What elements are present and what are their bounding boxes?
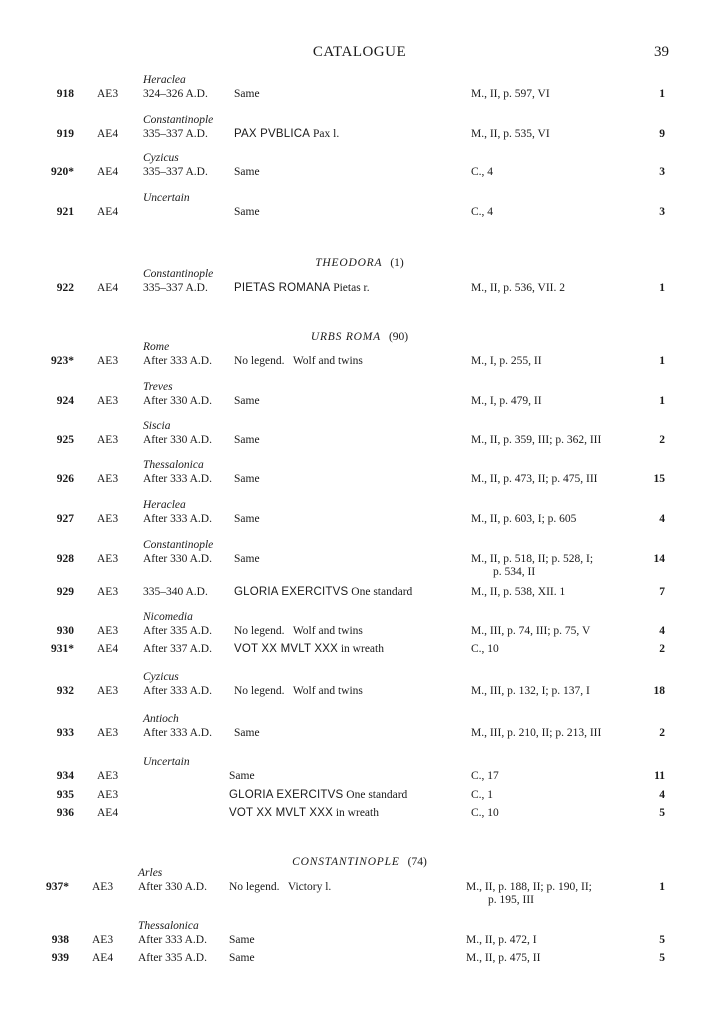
catalogue-number: 936 [56, 807, 74, 819]
reference-line: M., II, p. 603, I; p. 605 [471, 513, 577, 525]
reverse-legend: PAX PVBLICA [234, 128, 311, 140]
reference-line: M., I, p. 255, II [471, 355, 542, 367]
mint-name: Cyzicus [143, 152, 179, 164]
reverse-description [234, 395, 260, 408]
section-heading [0, 856, 719, 869]
date-range: After 333 A.D. [143, 727, 212, 739]
metal-denomination: AE3 [92, 881, 114, 893]
mint-name: Uncertain [143, 756, 190, 768]
reverse-description [234, 685, 363, 698]
date-range: 335–337 A.D. [143, 128, 208, 140]
reference-line: C., 4 [471, 166, 494, 178]
metal-denomination: AE3 [92, 934, 114, 946]
mint-name: Nicomedia [143, 611, 193, 623]
specimen-count: 2 [659, 434, 665, 446]
reference [471, 395, 542, 408]
reference [471, 643, 499, 656]
catalogue-number: 932 [56, 685, 74, 697]
metal-denomination: AE4 [97, 282, 119, 294]
catalogue-number: 921 [56, 206, 74, 218]
reference-line: M., II, p. 472, I [466, 934, 537, 946]
reverse-description [229, 770, 255, 783]
catalogue-number: 933 [56, 727, 74, 739]
metal-denomination: AE4 [97, 166, 119, 178]
metal-denomination: AE3 [97, 395, 119, 407]
description-text: No legend. Wolf and twins [234, 685, 363, 697]
reference [471, 473, 597, 486]
section-count: (74) [407, 856, 427, 868]
reverse-description [234, 643, 384, 656]
reverse-description [234, 355, 363, 368]
page-number: 39 [654, 44, 669, 60]
description-text: in wreath [340, 643, 384, 655]
specimen-count: 5 [659, 934, 665, 946]
section-heading [0, 331, 719, 344]
reverse-description [234, 586, 412, 599]
section-heading [0, 257, 719, 270]
reference-line: M., III, p. 74, III; p. 75, V [471, 625, 591, 637]
reverse-description [234, 282, 370, 295]
catalogue-number: 937* [46, 881, 69, 893]
specimen-count: 2 [659, 643, 665, 655]
reverse-description [229, 881, 331, 894]
reference [471, 727, 601, 740]
date-range: 335–337 A.D. [143, 282, 208, 294]
reverse-description [234, 553, 260, 566]
date-range: 335–340 A.D. [143, 586, 208, 598]
description-text: Same [234, 434, 260, 446]
metal-denomination: AE3 [97, 355, 119, 367]
mint-name: Rome [143, 341, 170, 353]
specimen-count: 14 [653, 553, 665, 565]
specimen-count: 4 [659, 513, 665, 525]
description-text: Same [229, 952, 255, 964]
description-text: Same [234, 206, 260, 218]
reference [471, 128, 550, 141]
specimen-count: 3 [659, 206, 665, 218]
metal-denomination: AE4 [97, 128, 119, 140]
mint-name: Uncertain [143, 192, 190, 204]
specimen-count: 4 [659, 625, 665, 637]
mint-name: Siscia [143, 420, 171, 432]
reverse-description [234, 88, 260, 101]
reverse-description [229, 789, 407, 802]
description-text: Pietas r. [333, 282, 370, 294]
reverse-legend: GLORIA EXERCITVS [234, 586, 349, 598]
reference [471, 625, 590, 638]
metal-denomination: AE3 [97, 88, 119, 100]
metal-denomination: AE4 [92, 952, 114, 964]
metal-denomination: AE3 [97, 770, 119, 782]
specimen-count: 1 [659, 355, 665, 367]
metal-denomination: AE3 [97, 625, 119, 637]
specimen-count: 18 [653, 685, 665, 697]
date-range: After 337 A.D. [143, 643, 212, 655]
catalogue-number: 926 [56, 473, 74, 485]
section-count: (90) [388, 331, 409, 343]
description-text: Same [229, 934, 255, 946]
reverse-legend: VOT XX MVLT XXX [234, 643, 338, 655]
reverse-description [234, 473, 260, 486]
reverse-description [229, 952, 255, 965]
reference [471, 513, 576, 526]
metal-denomination: AE3 [97, 789, 119, 801]
date-range: After 330 A.D. [143, 553, 212, 565]
mint-name: Thessalonica [138, 920, 199, 932]
catalogue-number: 922 [56, 282, 74, 294]
reverse-description [229, 934, 255, 947]
metal-denomination: AE3 [97, 727, 119, 739]
reference-line: M., II, p. 188, II; p. 190, II; [466, 881, 592, 893]
mint-name: Constantinople [143, 114, 214, 126]
reference-line: M., III, p. 210, II; p. 213, III [471, 727, 602, 739]
description-text: No legend. Wolf and twins [234, 355, 363, 367]
reference [471, 434, 601, 447]
date-range: After 330 A.D. [143, 395, 212, 407]
specimen-count: 2 [659, 727, 665, 739]
description-text: Same [234, 88, 260, 100]
catalogue-number: 938 [51, 934, 69, 946]
description-text: Same [234, 513, 260, 525]
mint-name: Heraclea [143, 74, 186, 86]
mint-name: Arles [138, 867, 163, 879]
catalogue-number: 925 [56, 434, 74, 446]
reference-line: C., 4 [471, 206, 494, 218]
reverse-description [234, 625, 363, 638]
reference-line: M., II, p. 538, XII. 1 [471, 586, 566, 598]
date-range: 335–337 A.D. [143, 166, 208, 178]
catalogue-number: 929 [56, 586, 74, 598]
reference-line: M., II, p. 518, II; p. 528, I; [471, 553, 594, 565]
description-text: Same [234, 166, 260, 178]
date-range: After 333 A.D. [143, 685, 212, 697]
reverse-description [234, 128, 339, 141]
catalogue-number: 930 [56, 625, 74, 637]
reference-line: M., I, p. 479, II [471, 395, 542, 407]
metal-denomination: AE3 [97, 586, 119, 598]
specimen-count: 11 [654, 770, 665, 782]
metal-denomination: AE3 [97, 685, 119, 697]
reverse-description [234, 206, 260, 219]
date-range: After 335 A.D. [143, 625, 212, 637]
description-text: Same [234, 473, 260, 485]
specimen-count: 3 [659, 166, 665, 178]
section-name: URBS ROMA [310, 331, 381, 343]
specimen-count: 5 [659, 952, 665, 964]
reference [471, 685, 590, 698]
reference-line: M., II, p. 475, II [466, 952, 541, 964]
description-text: No legend. Victory l. [229, 881, 332, 893]
mint-name: Constantinople [143, 268, 214, 280]
catalogue-number: 939 [51, 952, 69, 964]
date-range: After 333 A.D. [143, 513, 212, 525]
mint-name: Heraclea [143, 499, 186, 511]
description-text: No legend. Wolf and twins [234, 625, 363, 637]
metal-denomination: AE4 [97, 643, 119, 655]
reference [471, 770, 499, 783]
reference [466, 952, 540, 965]
metal-denomination: AE3 [97, 473, 119, 485]
metal-denomination: AE3 [97, 513, 119, 525]
catalogue-number: 934 [56, 770, 74, 782]
catalogue-number: 920* [51, 166, 74, 178]
date-range: After 330 A.D. [143, 434, 212, 446]
catalogue-number: 931* [51, 643, 74, 655]
catalogue-number: 928 [56, 553, 74, 565]
mint-name: Constantinople [143, 539, 214, 551]
reverse-legend: PIETAS ROMANA [234, 282, 331, 294]
reference [466, 934, 537, 947]
reverse-description [234, 513, 260, 526]
description-text: Same [229, 770, 255, 782]
page-title: CATALOGUE [312, 44, 407, 60]
date-range: After 333 A.D. [143, 355, 212, 367]
date-range: 324–326 A.D. [143, 88, 208, 100]
date-range: After 335 A.D. [138, 952, 207, 964]
specimen-count: 1 [659, 282, 665, 294]
catalogue-number: 935 [56, 789, 74, 801]
reference [471, 282, 565, 295]
reference-line: C., 10 [471, 643, 499, 655]
specimen-count: 15 [653, 473, 665, 485]
mint-name: Antioch [143, 713, 179, 725]
reverse-legend: VOT XX MVLT XXX [229, 807, 333, 819]
reverse-description [229, 807, 379, 820]
reference-line-continued: p. 195, III [488, 894, 534, 906]
mint-name: Cyzicus [143, 671, 179, 683]
reference [471, 206, 493, 219]
reference-line: C., 1 [471, 789, 494, 801]
description-text: Same [234, 395, 260, 407]
reference-line: M., II, p. 536, VII. 2 [471, 282, 566, 294]
reference-line: C., 17 [471, 770, 499, 782]
reference-line: M., II, p. 597, VI [471, 88, 550, 100]
reference [466, 881, 592, 907]
metal-denomination: AE3 [97, 553, 119, 565]
specimen-count: 7 [659, 586, 665, 598]
reference [471, 586, 565, 599]
reference-line: M., II, p. 359, III; p. 362, III [471, 434, 602, 446]
reference-line: C., 10 [471, 807, 499, 819]
description-text: Same [234, 727, 260, 739]
specimen-count: 5 [659, 807, 665, 819]
specimen-count: 1 [659, 88, 665, 100]
section-name: THEODORA [315, 257, 383, 269]
date-range: After 330 A.D. [138, 881, 207, 893]
section-name: CONSTANTINOPLE [292, 856, 400, 868]
reference [471, 789, 493, 802]
metal-denomination: AE4 [97, 206, 119, 218]
reverse-description [234, 166, 260, 179]
mint-name: Thessalonica [143, 459, 204, 471]
reverse-legend: GLORIA EXERCITVS [229, 789, 344, 801]
reverse-description [234, 434, 260, 447]
section-count: (1) [390, 257, 404, 269]
reference [471, 88, 550, 101]
mint-name: Treves [143, 381, 173, 393]
specimen-count: 4 [659, 789, 665, 801]
reference [471, 355, 542, 368]
metal-denomination: AE3 [97, 434, 119, 446]
catalogue-number: 919 [56, 128, 74, 140]
reference-line: M., II, p. 473, II; p. 475, III [471, 473, 598, 485]
date-range: After 333 A.D. [143, 473, 212, 485]
catalogue-number: 924 [56, 395, 74, 407]
description-text: One standard [351, 586, 413, 598]
reference [471, 807, 499, 820]
description-text: Pax l. [313, 128, 340, 140]
description-text: in wreath [335, 807, 379, 819]
catalogue-number: 927 [56, 513, 74, 525]
date-range: After 333 A.D. [138, 934, 207, 946]
metal-denomination: AE4 [97, 807, 119, 819]
catalogue-number: 918 [56, 88, 74, 100]
reference [471, 553, 593, 579]
specimen-count: 1 [659, 881, 665, 893]
specimen-count: 9 [659, 128, 665, 140]
reverse-description [234, 727, 260, 740]
description-text: One standard [346, 789, 408, 801]
specimen-count: 1 [659, 395, 665, 407]
catalogue-number: 923* [51, 355, 74, 367]
reference [471, 166, 493, 179]
reference-line: M., II, p. 535, VI [471, 128, 550, 140]
reference-line: M., III, p. 132, I; p. 137, I [471, 685, 590, 697]
description-text: Same [234, 553, 260, 565]
reference-line-continued: p. 534, II [493, 566, 536, 578]
